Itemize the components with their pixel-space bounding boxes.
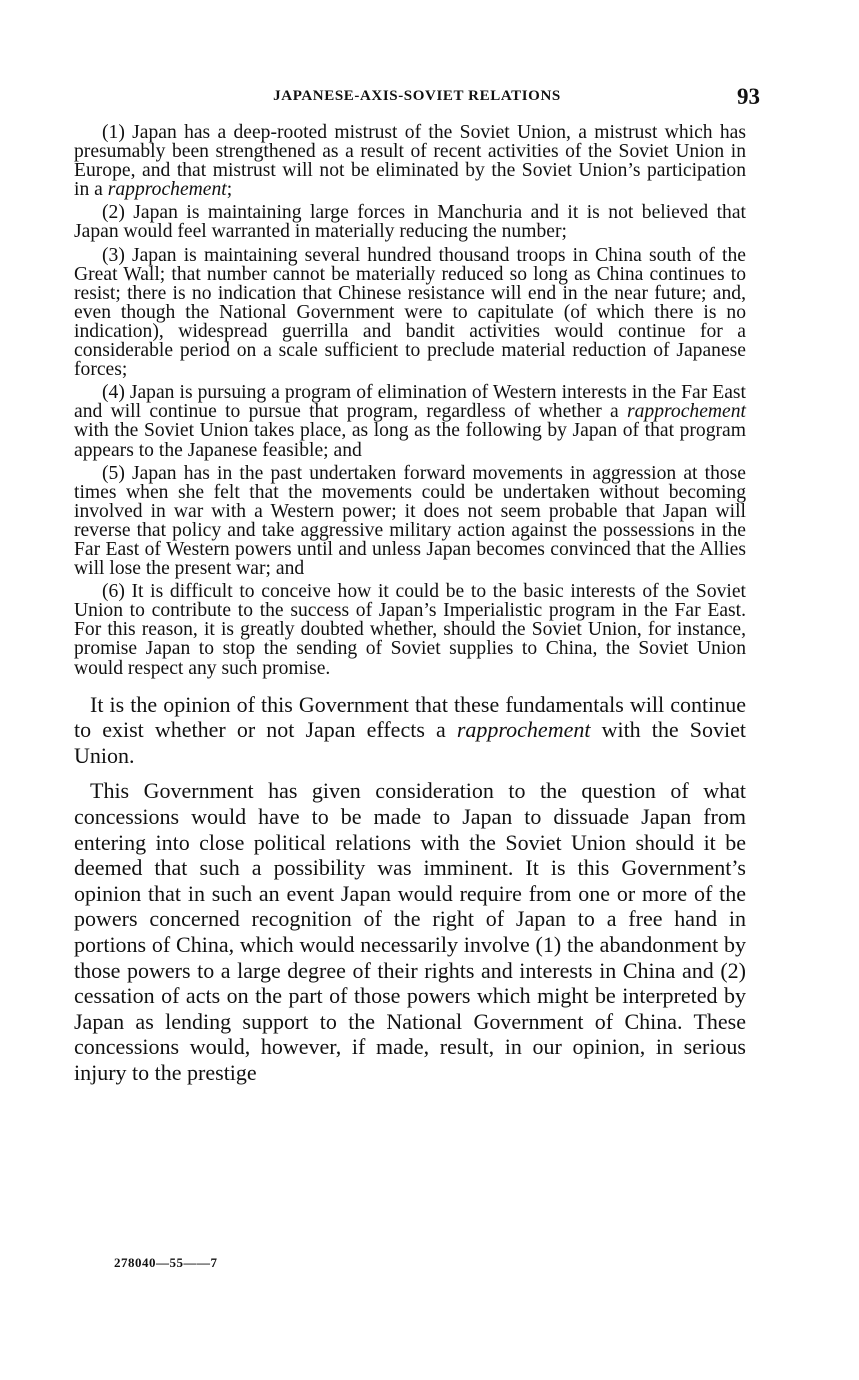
numbered-item-3: (3) Japan is maintaining several hundred thousand troops in China south of the Great Wall; that number cannot be materially reduced so long as China continues to resist; there is no indication that Chinese resistance will end in the near future; and, even though the National Government were to capitulate (of which there is no indication), widespread guerrilla and bandit activities would continue for a considerable period on a scale sufficient to preclude material reduction of Japanese forces;	[74, 244, 746, 381]
body-text	[74, 123, 746, 1096]
paragraph-fundamentals: It is the opinion of this Government that these fundamentals will continue to exist whether or not Japan effects a rapprochement with the Soviet Union.	[74, 691, 746, 768]
running-head: JAPANESE-AXIS-SOVIET RELATIONS	[273, 88, 561, 104]
signature-code: 278040—55——7	[114, 1255, 218, 1270]
page-number: 93	[737, 84, 760, 109]
numbered-item-5: (5) Japan has in the past undertaken forward movements in aggression at those times when she felt that the movements could be undertaken without becoming involved in war with a Western power; it does not seem probable that Japan will reverse that policy and take aggressive military action against the possessions in the Far East of Western powers until and unless Japan becomes convinced that the Allies will lose the present war; and	[74, 462, 746, 580]
numbered-item-6: (6) It is difficult to conceive how it could be to the basic interests of the Soviet Union to contribute to the success of Japan’s Imperialistic program in the Far East. For this reason, it is greatly doubted whether, should the Soviet Union, for instance, promise Japan to stop the sending of Soviet supplies to China, the Soviet Union would respect any such promise.	[74, 581, 746, 679]
page-header	[74, 84, 760, 112]
numbered-item-2: (2) Japan is maintaining large forces in Manchuria and it is not believed that Japan would feel warranted in materially reducing the number;	[74, 202, 746, 243]
numbered-item-4: (4) Japan is pursuing a program of elimination of Western interests in the Far East and will continue to pursue that program, regardless of whether a rapprochement with the Soviet Union takes place, as long as the following by Japan of that program appears to the Japanese feasible; and	[74, 382, 746, 461]
numbered-item-1: (1) Japan has a deep-rooted mistrust of the Soviet Union, a mistrust which has presumably been strengthened as a result of recent activities of the Soviet Union in Europe, and that mistrust will not be eliminated by the Soviet Union’s participation in a rapprochement;	[74, 122, 746, 201]
paragraph-concessions: This Government has given consideration to the question of what concessions would have to be made to Japan to dissuade Japan from entering into close political relations with the Soviet Union should it be deemed that such a possibility was imminent. It is this Government’s opinion that in such an event Japan would require from one or more of the powers concerned recognition of the right of Japan to a free hand in portions of China, which would necessarily involve (1) the abandonment by those powers to a large degree of their rights and interests in China and (2) cessation of acts on the part of those powers which might be interpreted by Japan as lending support to the National Government of China. These concessions would, however, if made, result, in our opinion, in serious injury to the prestige	[74, 778, 746, 1085]
